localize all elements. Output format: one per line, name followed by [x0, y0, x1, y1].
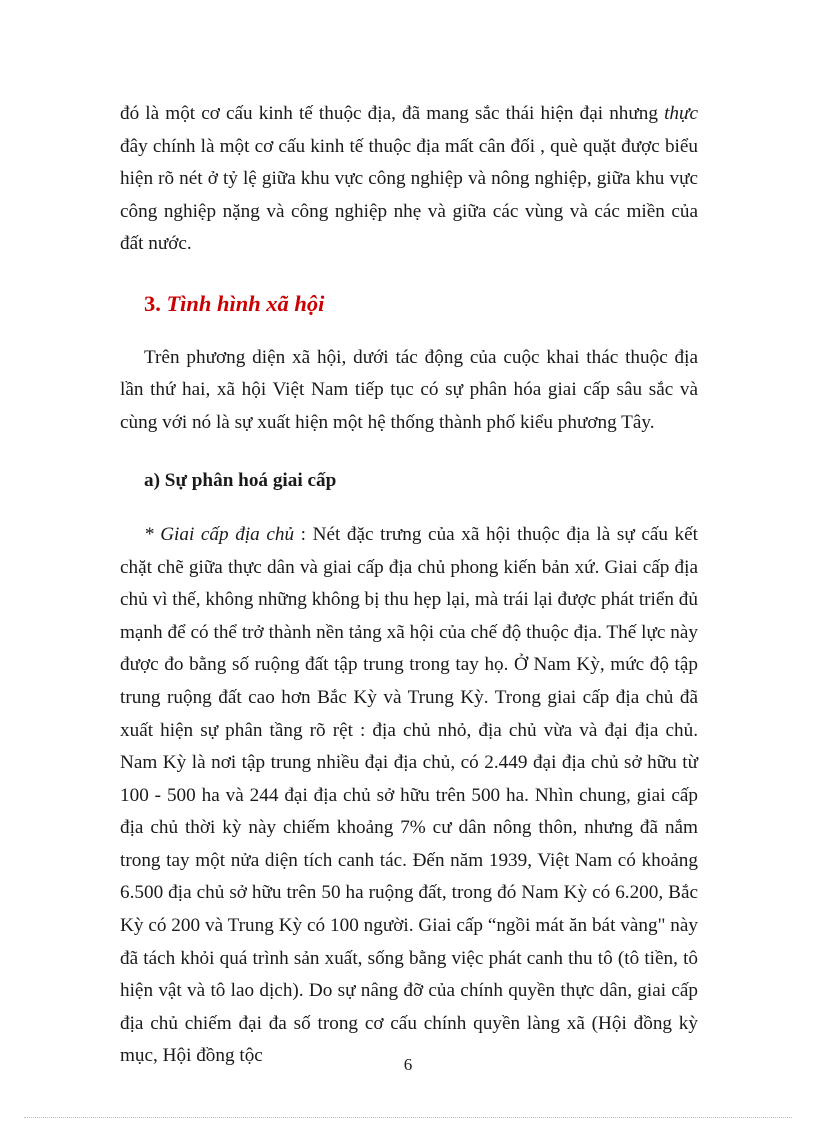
section-heading-title: Tình hình xã hội	[166, 290, 325, 316]
page-body	[120, 98, 698, 1073]
paragraph-landlord-text: : Nét đặc trưng của xã hội thuộc địa là sự cấu kết chặt chẽ giữa thực dân và giai cấp địa chủ phong kiến bản xứ. Giai cấp địa chủ vì thế, không những không bị thu hẹp lại, mà trái lại được phát triển đủ mạnh để có thể trở thành nền tảng xã hội của chế độ thuộc địa. Thế lực này được đo bằng số ruộng đất tập trung trong tay họ. Ở Nam Kỳ, mức độ tập trung ruộng đất cao hơn Bắc Kỳ và Trung Kỳ. Trong giai cấp địa chủ đã xuất hiện sự phân tầng rõ rệt : địa chủ nhỏ, địa chủ vừa và đại địa chủ. Nam Kỳ là nơi tập trung nhiều đại địa chủ, có 2.449 đại địa chủ sở hữu từ 100 - 500 ha và 244 đại địa chủ sở hữu trên 500 ha. Nhìn chung, giai cấp địa chủ thời kỳ này chiếm khoảng 7% cư dân nông thôn, nhưng đã nắm trong tay một nửa diện tích canh tác. Đến năm 1939, Việt Nam có khoảng 6.500 địa chủ sở hữu trên 50 ha ruộng đất, trong đó Nam Kỳ có 6.200, Bắc Kỳ có 200 và Trung Kỳ có 100 người. Giai cấp “ngồi mát ăn bát vàng" này đã tách khỏi quá trình sản xuất, sống bằng việc phát canh thu tô (tô tiền, tô hiện vật và tô lao dịch). Do sự nâng đỡ của chính quyền thực dân, giai cấp địa chủ chiếm đại đa số trong cơ cấu chính quyền làng xã (Hội đồng kỳ mục, Hội đồng tộc	[120, 523, 698, 1067]
page-number: 6	[403, 1055, 413, 1074]
subsection-heading: a) Sự phân hoá giai cấp	[144, 470, 337, 492]
paragraph-landlord-class	[120, 519, 698, 1073]
page-bottom-divider	[24, 1117, 792, 1118]
emphasized-word: thực	[664, 103, 698, 124]
paragraph-continued	[120, 98, 698, 261]
paragraph-continued-text-end: đây chính là một cơ cấu kinh tế thuộc địa mất cân đối , què quặt được biểu hiện rõ nét ở tỷ lệ giữa khu vực công nghiệp và nông nghiệp, giữa khu vực công nghiệp nặng và công nghiệp nhẹ và giữa các vùng và các miền của đất nước.	[120, 135, 698, 255]
section-heading-number: 3.	[144, 290, 167, 316]
paragraph-intro: Trên phương diện xã hội, dưới tác động của cuộc khai thác thuộc địa lần thứ hai, xã hội Việt Nam tiếp tục có sự phân hóa giai cấp sâu sắc và cùng với nó là sự xuất hiện một hệ thống thành phố kiểu phương Tây.	[120, 346, 698, 433]
section-heading	[144, 288, 698, 321]
paragraph-continued-text-start: đó là một cơ cấu kinh tế thuộc địa, đã mang sắc thái hiện đại nhưng	[120, 103, 665, 124]
paragraph-landlord-label: * Giai cấp địa chủ	[144, 523, 295, 545]
